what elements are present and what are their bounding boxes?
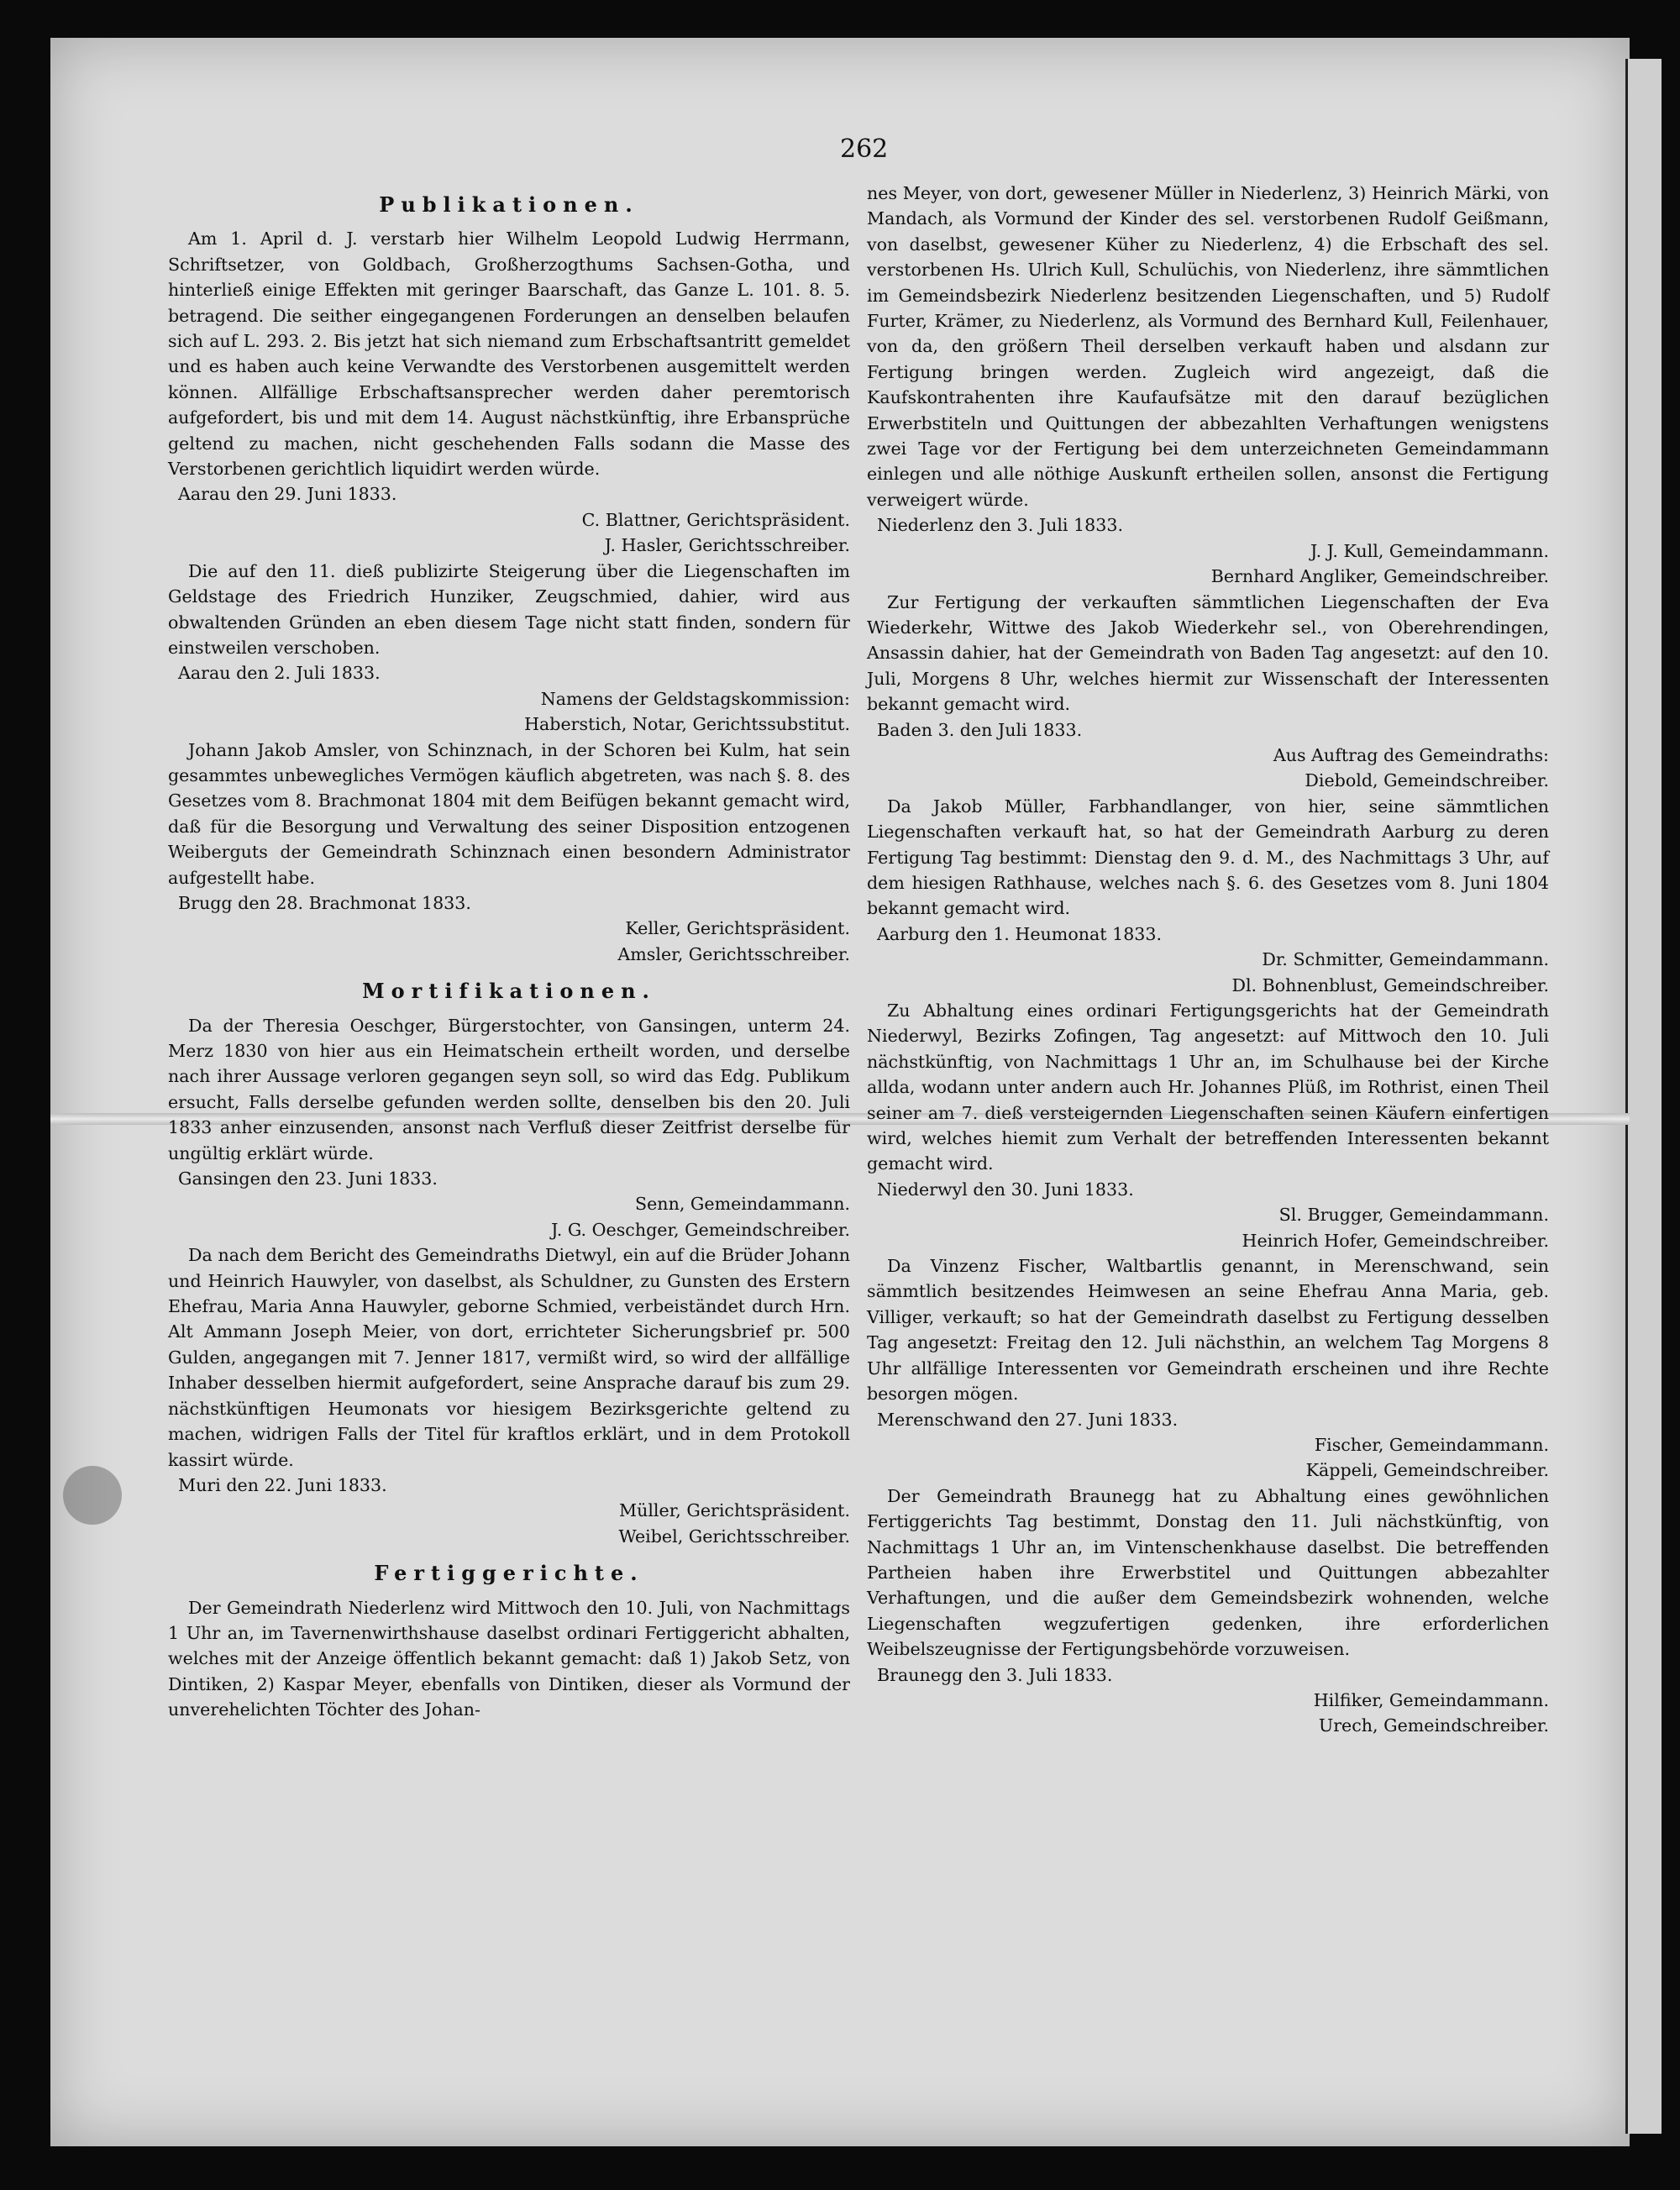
notice-text: Zur Fertigung der verkauften sämmtlichen Liegenschaften der Eva Wiederkehr, Wittwe des Jakob Wiederkehr sel., von Oberehrendingen, Ansassin dahier, hat der Gemeindrath von Baden Tag angesetzt: auf den 10. Juli, Morgens 8 Uhr, welches hiermit zur Wissenschaft der Interessenten bekannt gemacht wird.	[867, 591, 1549, 715]
notice-date: Muri den 22. Juni 1833.	[178, 1474, 387, 1495]
adjacent-page-edge	[1625, 59, 1662, 2134]
page-number: 262	[840, 134, 889, 164]
notice-signature: Haberstich, Notar, Gerichtssubstitut.	[524, 714, 850, 735]
notice-text: Am 1. April d. J. verstarb hier Wilhelm Leopold Ludwig Herrmann, Schriftsetzer, von Goldbach, Großherzogthums Sachsen-Gotha, und hinterließ einige Effekten mit geringer Baarschaft, das Ganze L. 101. 8. 5. betragend. Die seither eingegangenen Forderungen an denselben belaufen sich auf L. 293. 2. Bis jetzt hat sich niemand zum Erbschaftsantritt gemeldet und es haben auch keine Verwandte des Verstorbenen ausgemittelt werden können. Allfällige Erbschaftsansprecher werden daher peremtorisch aufgefordert, bis und mit dem 14. August nächstkünftig, ihre Erbansprüche geltend zu machen, nicht geschehenden Falls sodann die Masse des Verstorbenen gerichtlich liquidirt werden würde.	[168, 228, 850, 480]
notice-signature: C. Blattner, Gerichtspräsident.	[581, 509, 850, 530]
notice-text-continued: nes Meyer, von dort, gewesener Müller in Niederlenz, 3) Heinrich Märki, von Mandach, als Vormund der Kinder des sel. verstorbenen Rudolf Geißmann, von daselbst, gewesener Küher zu Niederlenz, 4) die Erbschaft des sel. verstorbenen Hs. Ulrich Kull, Schulüchis, von Niederlenz, ihre sämmtlichen im Gemeindsbezirk Niederlenz besitzenden Liegenschaften, und 5) Rudolf Furter, Krämer, zu Niederlenz, als Vormund des Bernhard Kull, Feilenhauer, von da, den größern Theil derselben verkauft haben und alsdann zur Fertigung bringen werden. Zugleich wird angezeigt, daß die Kaufskontrahenten ihre Kaufaufsätze mit den darauf bezüglichen Erwerbstiteln und Quittungen der abbezahlten Verhaftungen wenigstens zwei Tage vor der Fertigung bei dem unterzeichneten Gemeindammann einlegen und alle nöthige Auskunft ertheilen sollen, ansonst die Fertigung verweigert würde.	[867, 183, 1549, 510]
notice-signature: Urech, Gemeindschreiber.	[1318, 1715, 1549, 1736]
notice-signature: Keller, Gerichtspräsident.	[625, 918, 850, 939]
notice-signature: J. Hasler, Gerichtsschreiber.	[604, 535, 850, 556]
notice-date: Niederlenz den 3. Juli 1833.	[877, 515, 1124, 536]
notice-date: Aarburg den 1. Heumonat 1833.	[877, 923, 1163, 944]
heading-publikationen: Publikationen.	[379, 192, 639, 217]
notice-text: Zu Abhaltung eines ordinari Fertigungsgerichts hat der Gemeindrath Niederwyl, Bezirks Zofingen, Tag angesetzt: auf Mittwoch den 10. Juli nächstkünftig, von Nachmittags 1 Uhr an, im Schulhause bei der Kirche allda, wodann unter andern auch Hr. Johannes Plüß, im Rothrist, einen Theil seiner am 7. dieß versteigernden Liegenschaften seinen Käufern einfertigen wird, welches hiemit zum Verhalt der betreffenden Interessenten bekannt gemacht wird.	[867, 1000, 1549, 1174]
notice-signature: J. G. Oeschger, Gemeindschreiber.	[551, 1219, 850, 1240]
ink-stain	[63, 1466, 122, 1525]
notice-signature: Weibel, Gerichtsschreiber.	[618, 1526, 850, 1547]
notice-signature: J. J. Kull, Gemeindammann.	[1310, 540, 1549, 561]
notice-date: Baden 3. den Juli 1833.	[877, 719, 1083, 740]
notice-text: Da Vinzenz Fischer, Waltbartlis genannt, in Merenschwand, sein sämmtlich besitzendes Heimwesen an seine Ehefrau Anna Maria, geb. Villiger, verkauft; so hat der Gemeindrath daselbst zu Fertigung desselben Tag angesetzt: Freitag den 12. Juli nächsthin, an welchem Tag Morgens 8 Uhr allfällige Interessenten vor Gemeindrath erscheinen und ihre Rechte besorgen mögen.	[867, 1256, 1549, 1405]
notice-text: Der Gemeindrath Braunegg hat zu Abhaltung eines gewöhnlichen Fertiggerichts Tag bestimmt, Donstag den 11. Juli nächstkünftig, von Nachmittags 1 Uhr an, im Vintenschenkhause daselbst. Die betreffenden Partheien haben ihre Erwerbstitel und Quittungen abbezahlter Verhaftungen, und die außer dem Gemeindsbezirk wohnenden, welche Liegenschaften wegzufertigen gedenken, ihre erforderlichen Weibelszeugnisse der Fertigungsbehörde vorzuweisen.	[867, 1485, 1549, 1660]
notice-date: Aarau den 2. Juli 1833.	[178, 663, 381, 684]
notice-text: Die auf den 11. dieß publizirte Steigerung über die Liegenschaften im Geldstage des Friedrich Hunziker, Zeugschmied, dahier, wird aus obwaltenden Gründen an eben diesem Tage nicht statt finden, sondern für einstweilen verschoben.	[168, 560, 850, 658]
notice-signature: Fischer, Gemeindammann.	[1314, 1434, 1549, 1455]
notice-signature: Hilfiker, Gemeindammann.	[1313, 1689, 1549, 1710]
notice-date: Niederwyl den 30. Juni 1833.	[877, 1179, 1134, 1200]
notice-signature: Heinrich Hofer, Gemeindschreiber.	[1242, 1230, 1549, 1251]
notice-signature: Käppeli, Gemeindschreiber.	[1305, 1460, 1549, 1481]
notice-signature: Diebold, Gemeindschreiber.	[1305, 770, 1549, 791]
notice-signature: Aus Auftrag des Gemeindraths:	[1273, 744, 1549, 765]
notice-text: Da der Theresia Oeschger, Bürgerstochter, von Gansingen, unterm 24. Merz 1830 von hier aus ein Heimatschein ertheilt worden, und derselbe nach ihrer Aussage verloren gegangen seyn soll, so wird das Edg. Publikum ersucht, Falls derselbe gefunden werden sollte, denselben bis den 20. Juli 1833 anher einzusenden, ansonst nach Verfluß dieser Zeitfrist derselbe für ungültig erklärt würde.	[168, 1015, 850, 1163]
notice-signature: Bernhard Angliker, Gemeindschreiber.	[1210, 566, 1549, 587]
notice-signature: Sl. Brugger, Gemeindammann.	[1278, 1205, 1549, 1226]
notice-text: Der Gemeindrath Niederlenz wird Mittwoch den 10. Juli, von Nachmittags 1 Uhr an, im Tavernenwirthshause daselbst ordinari Fertiggericht abhalten, welches mit der Anzeige öffentlich bekannt gemacht: daß 1) Jakob Setz, von Dintiken, 2) Kaspar Meyer, ebenfalls von Dintiken, dieser als Vormund der unverehelichten Töchter des Johan-	[168, 1597, 850, 1720]
left-column	[168, 181, 850, 1723]
notice-date: Aarau den 29. Juni 1833.	[178, 484, 397, 505]
notice-signature: Dr. Schmitter, Gemeindammann.	[1262, 949, 1549, 970]
notice-date: Brugg den 28. Brachmonat 1833.	[178, 892, 471, 913]
notice-date: Merenschwand den 27. Juni 1833.	[877, 1409, 1179, 1430]
right-column	[867, 181, 1549, 1739]
notice-text: Da Jakob Müller, Farbhandlanger, von hier, seine sämmtlichen Liegenschaften verkauft hat, so hat der Gemeindrath Aarburg zu deren Fertigung Tag bestimmt: Dienstag den 9. d. M., des Nachmittags 3 Uhr, auf dem hiesigen Rathhause, welches nach §. 6. des Gesetzes vom 8. Juni 1804 bekannt gemacht wird.	[867, 796, 1549, 919]
heading-mortifikationen: Mortifikationen.	[362, 979, 656, 1004]
notice-signature: Senn, Gemeindammann.	[635, 1194, 850, 1215]
notice-text: Johann Jakob Amsler, von Schinznach, in der Schoren bei Kulm, hat sein gesammtes unbewegliches Vermögen käuflich abgetreten, was nach §. 8. des Gesetzes vom 8. Brachmonat 1804 mit dem Beifügen bekannt gemacht wird, daß für die Besorgung und Verwaltung des seiner Disposition entzogenen Weiberguts der Gemeindrath Schinznach einen besondern Administrator aufgestellt habe.	[168, 739, 850, 888]
notice-text: Da nach dem Bericht des Gemeindraths Dietwyl, ein auf die Brüder Johann und Heinrich Hauwyler, von daselbst, als Schuldner, zu Gunsten des Erstern Ehefrau, Maria Anna Hauwyler, geborne Schmied, verbeiständet durch Hrn. Alt Ammann Joseph Meier, von dort, errichteter Sicherungsbrief pr. 500 Gulden, angegangen mit 7. Jenner 1817, vermißt wird, so wird der allfällige Inhaber desselben hiermit aufgefordert, seine Ansprache darauf bis zum 29. nächstkünftigen Heumonats vor hiesigem Bezirksgerichte geltend zu machen, widrigen Falls der Titel für kraftlos erklärt, und in dem Protokoll kassirt würde.	[168, 1245, 850, 1470]
notice-date: Braunegg den 3. Juli 1833.	[877, 1664, 1113, 1685]
notice-signature: Namens der Geldstagskommission:	[540, 688, 850, 709]
heading-fertiggerichte: Fertiggerichte.	[374, 1561, 644, 1586]
notice-date: Gansingen den 23. Juni 1833.	[178, 1169, 438, 1190]
notice-signature: Amsler, Gerichtsschreiber.	[617, 943, 850, 964]
notice-signature: Dl. Bohnenblust, Gemeindschreiber.	[1231, 974, 1549, 995]
notice-signature: Müller, Gerichtspräsident.	[618, 1500, 850, 1521]
